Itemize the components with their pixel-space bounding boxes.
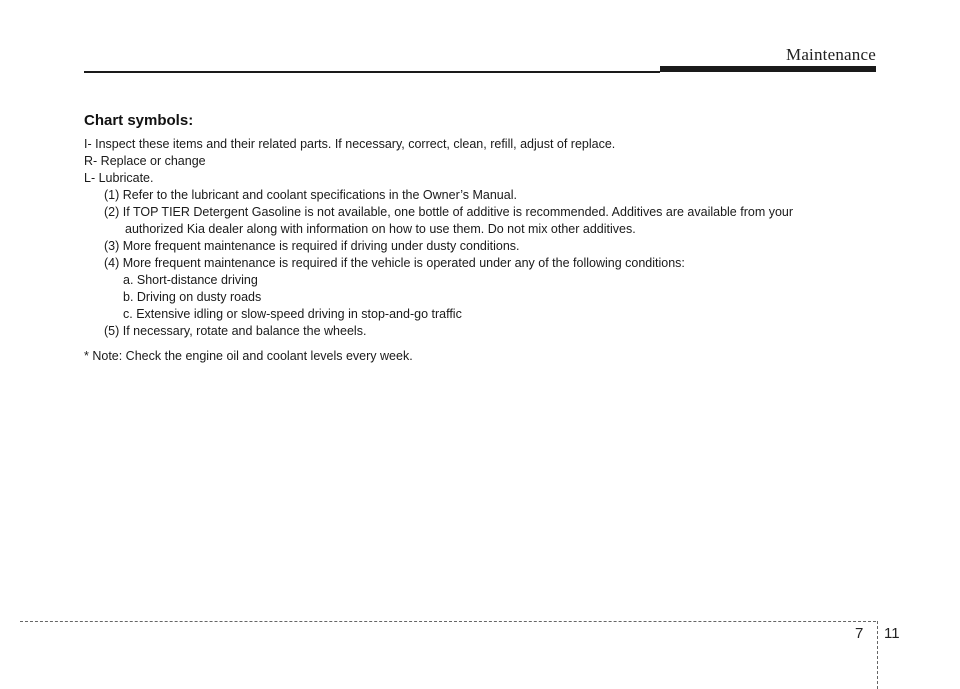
footer-divider	[877, 621, 878, 689]
note-2-line-2: authorized Kia dealer along with information on how to use them. Do not mix other additives.	[125, 222, 636, 236]
header-rule-accent	[660, 66, 876, 72]
note-5: (5) If necessary, rotate and balance the wheels.	[104, 324, 367, 338]
footer-rule	[20, 621, 876, 622]
note-4-sub-c: c. Extensive idling or slow-speed driving in stop-and-go traffic	[123, 307, 462, 321]
note-1: (1) Refer to the lubricant and coolant specifications in the Owner’s Manual.	[104, 188, 517, 202]
note-4: (4) More frequent maintenance is required if the vehicle is operated under any of the following conditions:	[104, 256, 685, 270]
legend-item-inspect: I- Inspect these items and their related parts. If necessary, correct, clean, refill, adjust of replace.	[84, 137, 616, 151]
header-rule	[84, 71, 660, 73]
note-3: (3) More frequent maintenance is required if driving under dusty conditions.	[104, 239, 520, 253]
chapter-number: 7	[855, 625, 864, 642]
legend-item-replace: R- Replace or change	[84, 154, 206, 168]
legend-item-lubricate: L- Lubricate.	[84, 171, 154, 185]
note-4-sub-a: a. Short-distance driving	[123, 273, 258, 287]
footnote: * Note: Check the engine oil and coolant levels every week.	[84, 349, 413, 363]
note-4-sub-b: b. Driving on dusty roads	[123, 290, 262, 304]
note-2	[84, 204, 884, 238]
note-2-line-1: (2) If TOP TIER Detergent Gasoline is not available, one bottle of additive is recommended. Additives are available from your	[104, 205, 794, 219]
header-title: Maintenance	[786, 45, 876, 64]
page-number: 11	[884, 625, 900, 642]
section-heading: Chart symbols:	[84, 112, 194, 129]
chart-symbols-section	[84, 112, 884, 378]
